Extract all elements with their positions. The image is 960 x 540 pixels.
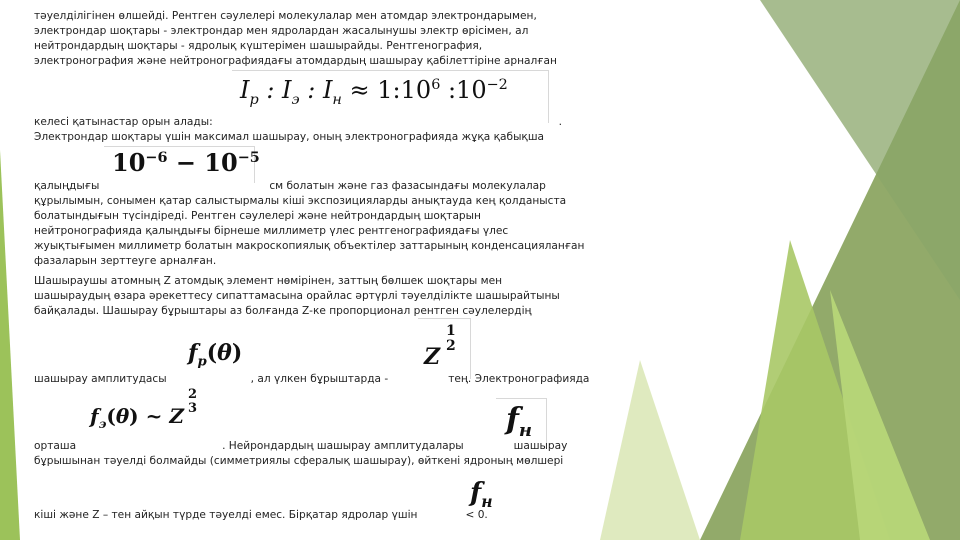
paragraph-line: жуықтығымен миллиметр болатын макроскопиялық объектілер заттарының конденсацияланған [34, 240, 585, 252]
formula-ratio: $I_р$ : $I_э$ : $I_н$ ≈ $1:10^6$ $:10^{-2}$ [240, 76, 508, 108]
formula-range: $10^{-6} - 10^{-5}$ [112, 148, 260, 177]
paragraph-line: электрондар шоқтары - электрондар мен ядролардан жасалынушы электр өрісімен, ал [34, 25, 529, 37]
paragraph-line: болатындығын түсіндіреді. Рентген сәулелері және нейтрондардың шоқтарын [34, 210, 481, 222]
paragraph-line: келесі қатынастар орын алады: . [34, 116, 563, 128]
paragraph-line: орташа . Нейрондардың шашырау амплитудалары шашырау [34, 440, 568, 452]
paragraph-line: кіші және Z – тен айқын түрде тәуелді емес. Бірқатар ядролар үшін < 0. [34, 509, 488, 521]
paragraph-line: тәуелділігінен өлшейді. Рентген сәулелері молекулалар мен атомдар электрондарымен, [34, 10, 537, 22]
formula-z12-exponent: 1 2 [446, 323, 456, 354]
formula-z12: Z [424, 344, 441, 370]
paragraph-line: шашыраудың өзара әрекеттесу сипаттамасына орайлас әртүрлі тәуелділікте шашырайтыны [34, 290, 560, 302]
formula-fe-exponent: 2 3 [188, 387, 198, 416]
paragraph-line: байқалады. Шашырау бұрыштары аз болғанда Z-ке пропорционал рентген сәулелердің [34, 305, 532, 317]
deco-triangle-left-bottom [0, 150, 20, 540]
paragraph-line: құрылымын, сонымен қатар салыстырмалы кіші экспозицияларды анықтауда кең қолданыста [34, 195, 567, 207]
paragraph-line: электронография және нейтронографиядағы атомдардың шашырау қабілеттіріне арналған [34, 55, 557, 67]
paragraph-line: фазаларын зерттеуге арналған. [34, 255, 217, 267]
deco-triangle-pale-right [600, 360, 700, 540]
paragraph-line: бұрышынан тәуелді болмайды (симметриялы сфералық шашырау), өйткені ядроның мөлшері [34, 455, 564, 467]
paragraph-line: қалыңдығы см болатын және газ фазасындағы молекулалар [34, 180, 546, 192]
paragraph-line: Электрондар шоқтары үшін максимал шашырау, оның электронографияда жұқа қабықша [34, 131, 545, 143]
paragraph-line: шашырау амплитудасы , ал үлкен бұрыштарда - тең. Электронографияда [34, 373, 590, 385]
paragraph-line: нейтрондардың шоқтары - ядролық күштерімен шашырайды. Рентгенография, [34, 40, 483, 52]
paragraph-line: Шашыраушы атомның Z атомдық элемент нөмірінен, заттың бөлшек шоқтары мен [34, 275, 503, 287]
formula-fp: $f_р(\theta)$ [188, 340, 243, 370]
formula-fe: $f_э(\theta)$ ~ Z [90, 404, 184, 431]
formula-fn: $f_н$ [506, 402, 533, 441]
formula-fn-second: $f_н$ [470, 478, 493, 512]
paragraph-line: нейтронографияда қалыңдығы бірнеше миллиметр үлес рентгенографиядағы үлес [34, 225, 509, 237]
